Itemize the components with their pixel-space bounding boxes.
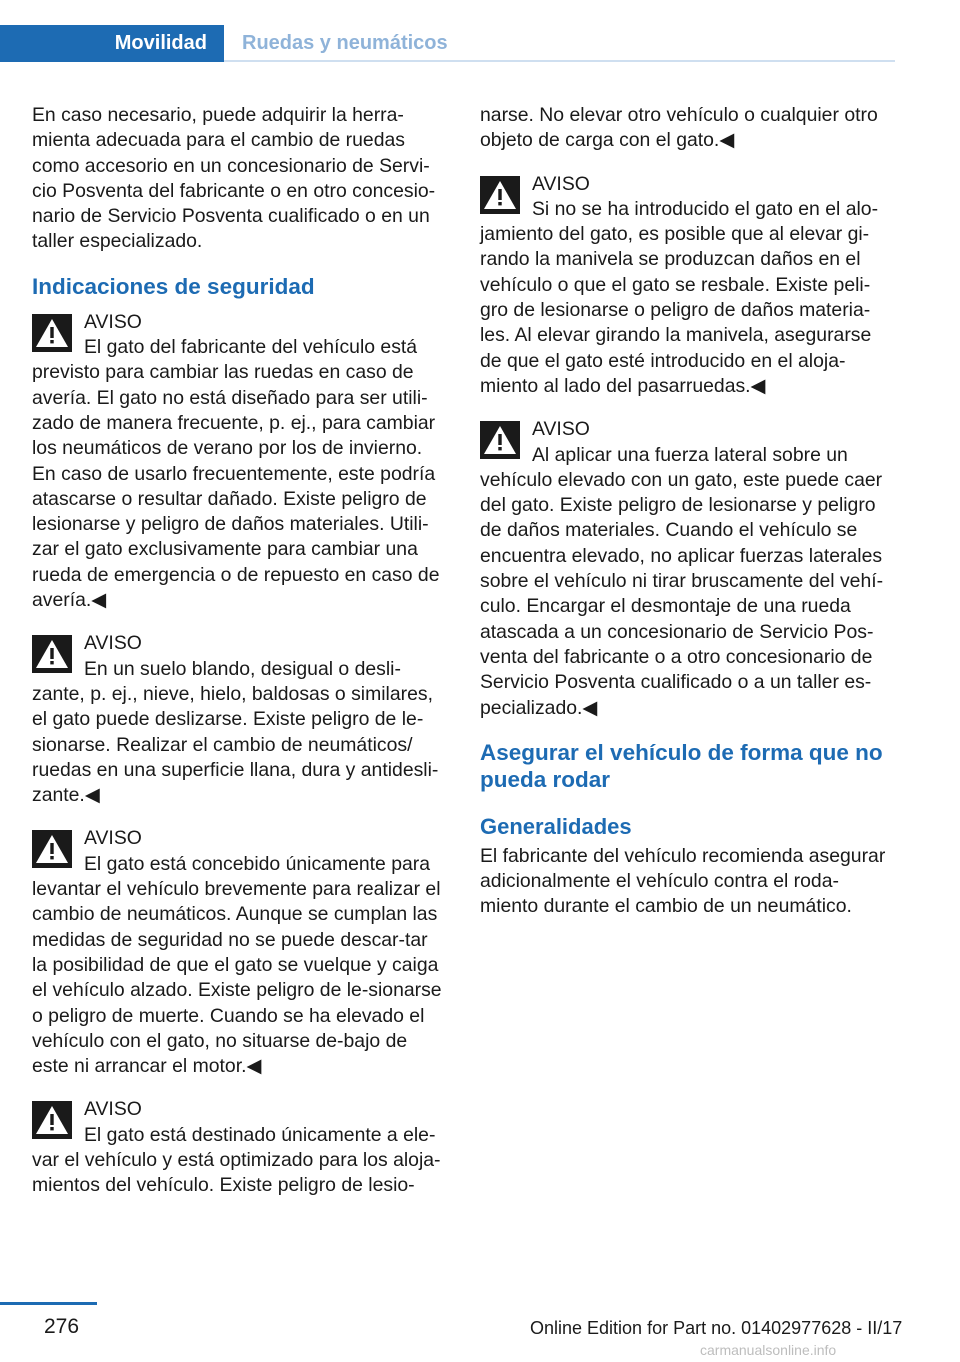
general-subheading: Generalidades (480, 813, 632, 839)
chapter-tab-movilidad[interactable]: Movilidad (0, 25, 224, 62)
intro-paragraph: En caso necesario, puede adquirir la herra-mienta adecuada para el cambio de ruedas como accesorio en un concesionario de Servi-cio Posventa del fabricante o en otro concesio-nario de Servicio Posventa cualificado o en un taller especializado. (32, 104, 436, 253)
continuation-paragraph: narse. No elevar otro vehículo o cualquier otro objeto de carga con el gato.◀ (480, 104, 878, 152)
warning-text: El gato del fabricante del vehículo está previsto para cambiar las ruedas en caso de avería. El gato no está diseñado para ser utili-zado de manera frecuente, p. ej., para cambiar los neumáticos de verano por los de invierno. En caso de usarlo frecuentemente, este podría atascarse o resultar dañado. Existe peligro de lesionarse y peligro de daños materiales. Utili-zar el gato exclusivamente para cambiar una rueda de emergencia o de repuesto en caso de avería.◀ (32, 336, 440, 612)
warning-triangle-icon (32, 1101, 72, 1139)
warning-title: AVISO (84, 1098, 142, 1121)
page-header (0, 25, 895, 62)
warning-block (32, 310, 448, 614)
secure-vehicle-heading: Asegurar el vehículo de forma que no pueda rodar (480, 739, 883, 792)
warning-triangle-icon (32, 314, 72, 352)
page-number: 276 (44, 1315, 80, 1338)
warning-title: AVISO (84, 310, 142, 333)
warning-triangle-icon (480, 421, 520, 459)
warning-block (32, 631, 448, 808)
warning-title: AVISO (84, 827, 142, 850)
header-divider (224, 60, 895, 62)
warning-triangle-icon (32, 635, 72, 673)
warning-triangle-icon (480, 176, 520, 214)
watermark: carmanualsonline.info (700, 1342, 837, 1358)
warning-block (32, 1097, 448, 1198)
warning-title: AVISO (532, 172, 590, 195)
warning-block (32, 826, 448, 1079)
warning-title: AVISO (84, 632, 142, 655)
edition-note: Online Edition for Part no. 01402977628 - II/17 (530, 1318, 903, 1338)
warning-block (480, 417, 896, 721)
warning-text: El gato está destinado únicamente a ele-var el vehículo y está optimizado para los aloja-mientos del vehículo. Existe peligro de lesio- (32, 1123, 441, 1197)
footer-divider (0, 1302, 97, 1305)
section-tab-ruedas[interactable]: Ruedas y neumáticos (242, 32, 448, 54)
warning-text: Si no se ha introducido el gato en el alo-jamiento del gato, es posible que al elevar gi-rando la manivela se produzcan daños en el vehículo o que el gato se resbale. Existe peli-gro de lesionarse o peligro de daños materia-les. Al elevar girando la manivela, asegurarse de que el gato esté introducido en el aloja-miento al lado del pasarruedas.◀ (480, 197, 879, 397)
warning-title: AVISO (532, 418, 590, 441)
left-column (32, 103, 448, 1217)
warning-block (480, 172, 896, 400)
right-column (480, 103, 896, 938)
general-paragraph: El fabricante del vehículo recomienda asegurar adicionalmente el vehículo contra el roda-miento durante el cambio de un neumático. (480, 844, 886, 918)
safety-heading: Indicaciones de seguridad (32, 273, 315, 299)
warning-text: Al aplicar una fuerza lateral sobre un vehículo elevado con un gato, este puede caer del gato. Existe peligro de lesionarse y peligro de daños materiales. Cuando el vehículo se encuentra elevado, no aplicar fuerzas laterales sobre el vehículo ni tirar bruscamente del vehí-culo. Encargar el desmontaje de una rueda atascada a un concesionario de Servicio Pos-venta del fabricante o a otro concesionario de Servicio Posventa cualificado o a un taller es-pecializado.◀ (480, 443, 884, 719)
warning-triangle-icon (32, 830, 72, 868)
warning-text: El gato está concebido únicamente para levantar el vehículo brevemente para realizar el cambio de neumáticos. Aunque se cumplan las medidas de seguridad no se puede descar-tar la posibilidad de que el gato se vuelque y caiga el vehículo alzado. Existe peligro de le-sionarse o peligro de muerte. Cuando se ha elevado el vehículo con el gato, no situarse de-bajo de este ni arrancar el motor.◀ (32, 852, 442, 1078)
warning-text: En un suelo blando, desigual o desli-zante, p. ej., nieve, hielo, baldosas o similares, el gato puede deslizarse. Existe peligro de le-sionarse. Realizar el cambio de neumáticos/ ruedas en una superficie llana, dura y antidesli-zante.◀ (32, 657, 439, 807)
